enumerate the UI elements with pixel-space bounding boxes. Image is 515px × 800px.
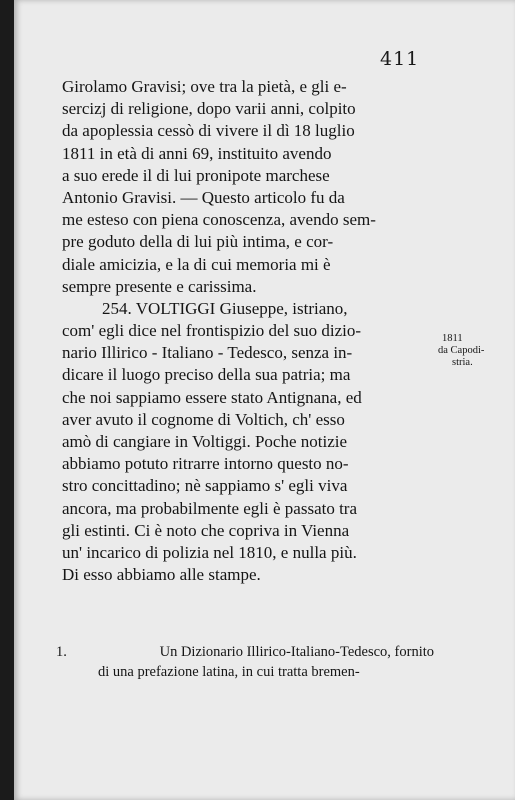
line-content: da apoplessia cessò di vivere il dì 18 luglio — [62, 121, 355, 141]
line-content: me esteso con piena conoscenza, avendo sem- — [62, 210, 376, 230]
footnote-line — [56, 662, 434, 682]
margin-note-line: stria. — [452, 357, 473, 368]
text-line — [62, 564, 434, 586]
book-page — [14, 0, 515, 800]
line-content: sempre presente e carissima. — [62, 276, 257, 296]
line-content: 254. VOLTIGGI Giuseppe, istriano, — [102, 298, 348, 318]
line-content: abbiamo potuto ritrarre intorno questo no- — [62, 454, 349, 474]
text-line — [62, 76, 434, 98]
line-content: stro concittadino; nè sappiamo s' egli viva — [62, 476, 348, 496]
line-content: gli estinti. Ci è noto che copriva in Vienna — [62, 520, 350, 540]
footnote-line — [56, 642, 434, 662]
line-content: Antonio Gravisi. — Questo articolo fu da — [62, 187, 345, 207]
text-line — [62, 409, 434, 431]
line-content: aver avuto il cognome di Voltich, ch' esso — [62, 409, 345, 429]
line-content: a suo erede il di lui pronipote marchese — [62, 165, 330, 185]
text-line — [62, 475, 434, 497]
text-line — [62, 431, 434, 453]
text-line — [62, 98, 434, 120]
footnote-number: 1. — [56, 644, 67, 660]
line-content: 1811 in età di anni 69, instituito avendo — [62, 143, 332, 163]
footnote-text: di una prefazione latina, in cui tratta bremen- — [98, 664, 360, 680]
text-line — [62, 187, 434, 209]
text-line — [62, 453, 434, 475]
text-line — [62, 498, 434, 520]
line-content: un' incarico di polizia nel 1810, e nulla più. — [62, 542, 357, 562]
text-line — [62, 143, 434, 165]
entry-heading-line — [62, 298, 434, 320]
line-content: nario Illirico - Italiano - Tedesco, senza in- — [62, 343, 353, 363]
margin-note — [438, 333, 502, 369]
text-line — [62, 387, 434, 409]
line-content: che noi sappiamo essere stato Antignana, ed — [62, 387, 362, 407]
line-content: pre goduto della di lui più intima, e cor- — [62, 232, 334, 252]
text-line — [62, 542, 434, 564]
text-line — [62, 120, 434, 142]
text-line — [62, 231, 434, 253]
line-content: sercizj di religione, dopo varii anni, colpito — [62, 99, 356, 119]
line-content: Girolamo Gravisi; ove tra la pietà, e gli e- — [62, 77, 347, 96]
text-line — [62, 276, 434, 298]
text-line — [62, 165, 434, 187]
text-line — [62, 254, 434, 276]
line-content: ancora, ma probabilmente egli è passato tra — [62, 498, 358, 518]
margin-note-line: da Capodi- — [438, 345, 485, 356]
line-content: dicare il luogo preciso della sua patria; ma — [62, 365, 351, 385]
text-line — [62, 364, 434, 386]
line-content: diale amicizia, e la di cui memoria mi è — [62, 254, 331, 274]
text-line — [62, 209, 434, 231]
text-line — [62, 342, 434, 364]
page-number: 411 — [380, 48, 420, 70]
line-content: Di esso abbiamo alle stampe. — [62, 565, 261, 585]
footnote-text: Un Dizionario Illirico-Italiano-Tedesco, fornito — [159, 644, 434, 660]
footnote — [56, 642, 434, 682]
line-content: amò di cangiare in Voltiggi. Poche notizie — [62, 432, 348, 451]
margin-note-year: 1811 — [442, 333, 463, 344]
line-content: com' egli dice nel frontispizio del suo dizio- — [62, 321, 362, 341]
body-text — [62, 76, 434, 586]
text-line — [62, 520, 434, 542]
text-line — [62, 320, 434, 342]
